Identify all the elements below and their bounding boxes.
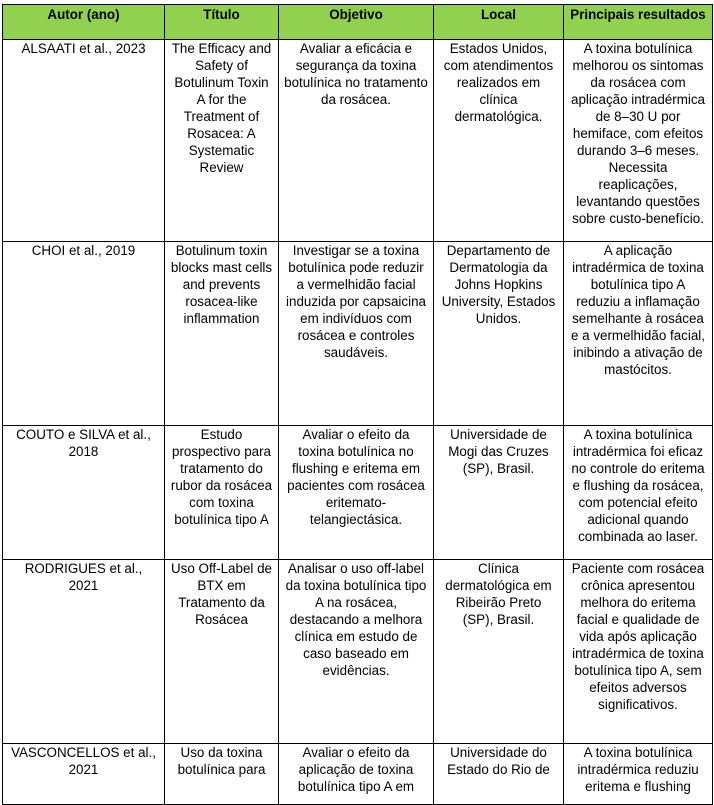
cell-location: Universidade do Estado do Rio de	[434, 744, 564, 805]
cell-results: A aplicação intradérmica de toxina botulínica tipo A reduziu a inflamação semelhante à rosácea e a vermelhidão facial, inibindo a ativação de mastócitos.	[564, 242, 713, 426]
cell-location: Departamento de Dermatologia da Johns Hopkins University, Estados Unidos.	[434, 242, 564, 426]
cell-title: Uso Off-Label de BTX em Tratamento da Rosácea	[165, 560, 279, 744]
cell-location: Estados Unidos, com atendimentos realizados em clínica dermatológica.	[434, 40, 564, 242]
cell-location: Clínica dermatológica em Ribeirão Preto (SP), Brasil.	[434, 560, 564, 744]
cell-results: Paciente com rosácea crônica apresentou melhora do eritema facial e qualidade de vida após aplicação intradérmica de toxina botulínica tipo A, sem efeitos adversos significativos.	[564, 560, 713, 744]
header-results: Principais resultados	[564, 5, 713, 40]
header-title: Título	[165, 5, 279, 40]
table-row	[3, 242, 713, 426]
table-row	[3, 426, 713, 560]
header-location: Local	[434, 5, 564, 40]
cell-location: Universidade de Mogi das Cruzes (SP), Brasil.	[434, 426, 564, 560]
literature-review-table	[2, 4, 713, 805]
cell-title: Botulinum toxin blocks mast cells and prevents rosacea-like inflammation	[165, 242, 279, 426]
header-objective: Objetivo	[279, 5, 434, 40]
cell-title: Uso da toxina botulínica para	[165, 744, 279, 805]
cell-title: The Efficacy and Safety of Botulinum Toxin A for the Treatment of Rosacea: A Systematic Review	[165, 40, 279, 242]
cell-objective: Avaliar o efeito da toxina botulínica no flushing e eritema em pacientes com rosácea eritemato-telangiectásica.	[279, 426, 434, 560]
cell-author: VASCONCELLOS et al., 2021	[3, 744, 165, 805]
cell-objective: Avaliar o efeito da aplicação de toxina botulínica tipo A em	[279, 744, 434, 805]
cell-results: A toxina botulínica intradérmica reduziu eritema e flushing	[564, 744, 713, 805]
table-row	[3, 40, 713, 242]
cell-results: A toxina botulínica intradérmica foi eficaz no controle do eritema e flushing da rosácea, com potencial efeito adicional quando combinada ao laser.	[564, 426, 713, 560]
cell-author: COUTO e SILVA et al., 2018	[3, 426, 165, 560]
table-row	[3, 560, 713, 744]
header-author: Autor (ano)	[3, 5, 165, 40]
cell-author: ALSAATI et al., 2023	[3, 40, 165, 242]
cell-objective: Analisar o uso off-label da toxina botulínica tipo A na rosácea, destacando a melhora clínica em estudo de caso baseado em evidências.	[279, 560, 434, 744]
cell-title: Estudo prospectivo para tratamento do rubor da rosácea com toxina botulínica tipo A	[165, 426, 279, 560]
cell-results: A toxina botulínica melhorou os sintomas da rosácea com aplicação intradérmica de 8–30 U por hemiface, com efeitos durando 3–6 meses. Necessita reaplicações, levantando questões sobre custo-benefício.	[564, 40, 713, 242]
cell-objective: Investigar se a toxina botulínica pode reduzir a vermelhidão facial induzida por capsaicina em indivíduos com rosácea e controles saudáveis.	[279, 242, 434, 426]
table-header-row	[3, 5, 713, 40]
cell-author: RODRIGUES et al., 2021	[3, 560, 165, 744]
table-row	[3, 744, 713, 805]
cell-author: CHOI et al., 2019	[3, 242, 165, 426]
cell-objective: Avaliar a eficácia e segurança da toxina botulínica no tratamento da rosácea.	[279, 40, 434, 242]
